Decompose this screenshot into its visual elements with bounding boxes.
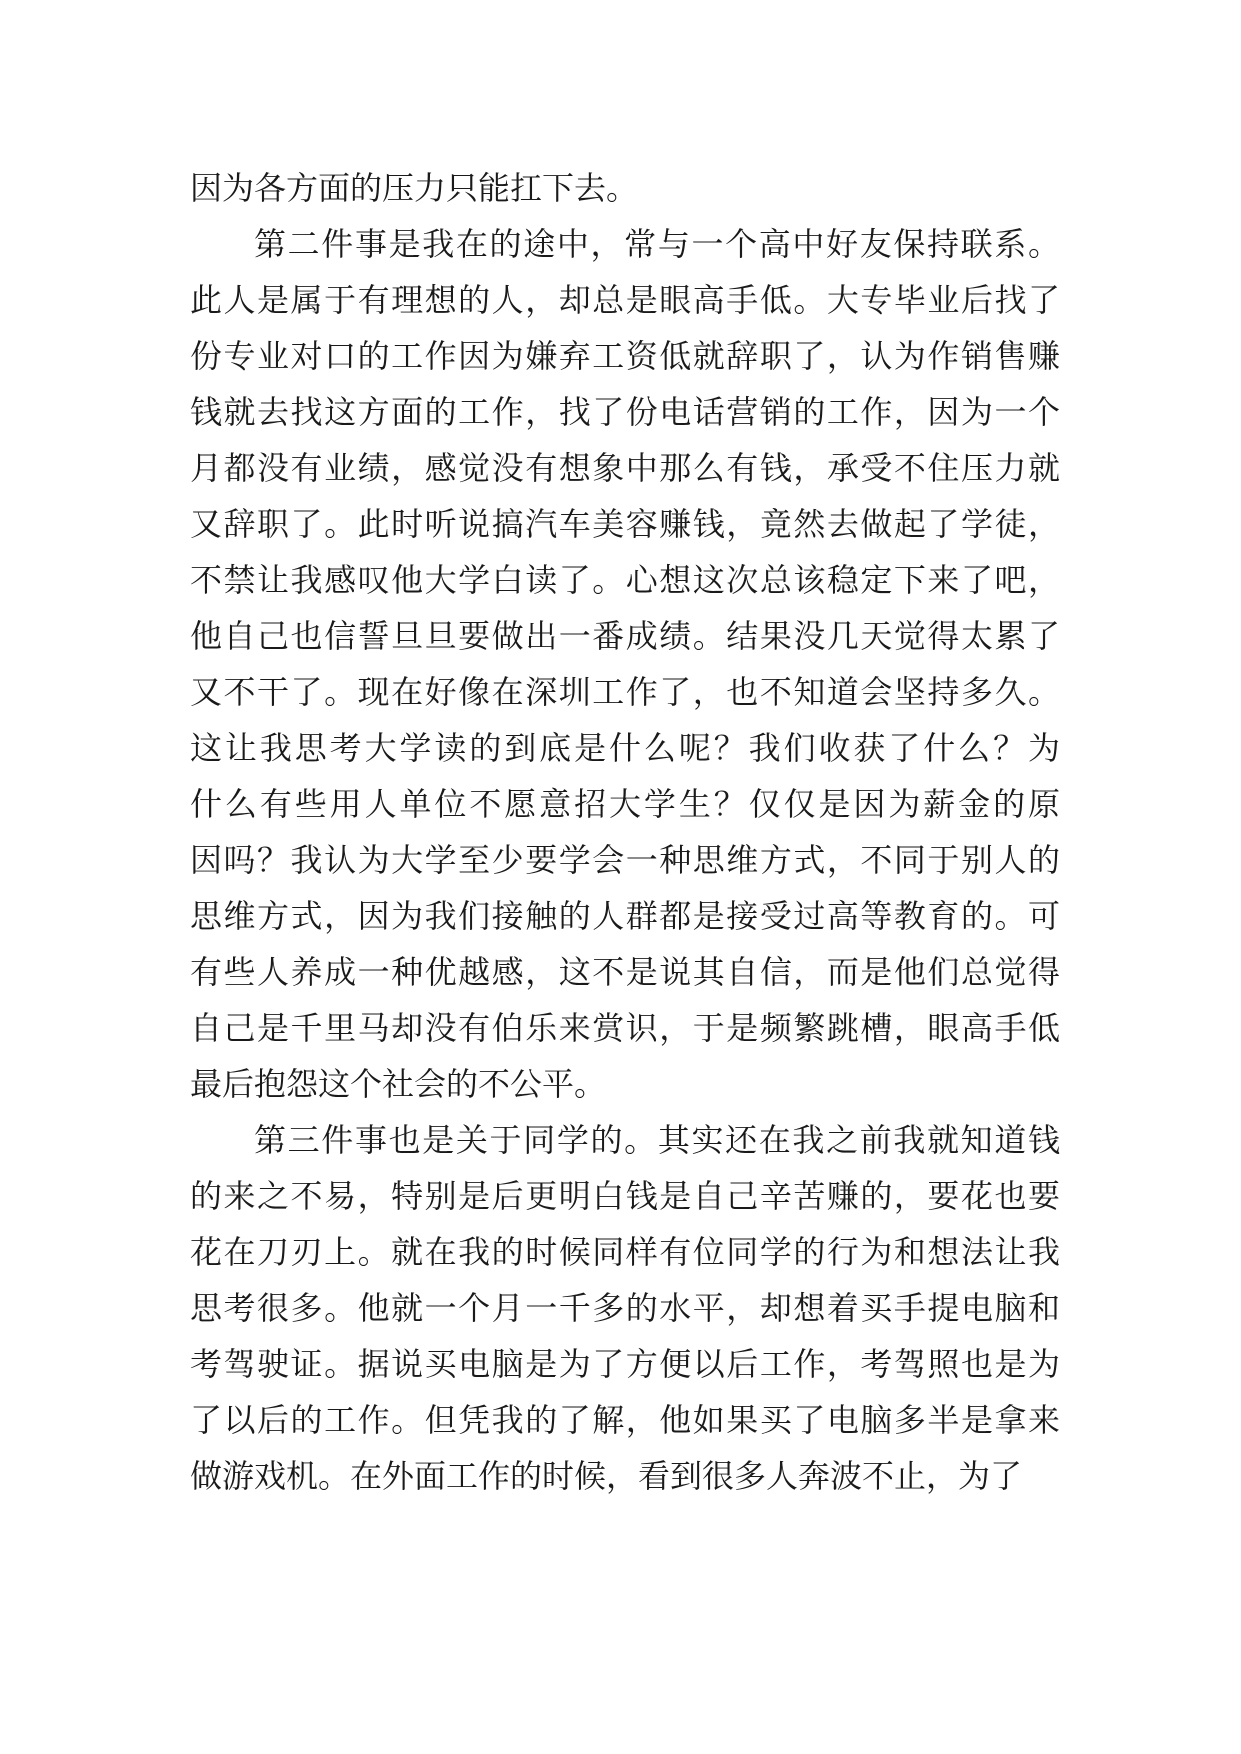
- text-line: 的来之不易，特别是后更明白钱是自己辛苦赚的，要花也要: [190, 1177, 1060, 1215]
- text-line: 了以后的工作。但凭我的了解，他如果买了电脑多半是拿来: [190, 1401, 1060, 1439]
- text-line: 份专业对口的工作因为嫌弃工资低就辞职了，认为作销售赚: [190, 337, 1060, 375]
- text-line: 因为各方面的压力只能扛下去。: [190, 169, 639, 207]
- text-line: 这让我思考大学读的到底是什么呢？我们收获了什么？为: [190, 729, 1060, 767]
- text-line: 思维方式，因为我们接触的人群都是接受过高等教育的。可: [190, 897, 1060, 935]
- text-line: 花在刀刃上。就在我的时候同样有位同学的行为和想法让我: [190, 1233, 1060, 1271]
- text-line: 做游戏机。在外面工作的时候，看到很多人奔波不止，为了: [190, 1457, 1023, 1495]
- text-line: 有些人养成一种优越感，这不是说其自信，而是他们总觉得: [190, 953, 1060, 991]
- text-line: 思考很多。他就一个月一千多的水平，却想着买手提电脑和: [190, 1289, 1060, 1327]
- text-line: 考驾驶证。据说买电脑是为了方便以后工作，考驾照也是为: [190, 1345, 1060, 1383]
- text-line: 什么有些用人单位不愿意招大学生？仅仅是因为薪金的原: [190, 785, 1060, 823]
- text-line: 第二件事是我在的途中，常与一个高中好友保持联系。: [254, 225, 1060, 263]
- text-line: 最后抱怨这个社会的不公平。: [190, 1065, 607, 1103]
- text-line: 自己是千里马却没有伯乐来赏识，于是频繁跳槽，眼高手低: [190, 1009, 1060, 1047]
- text-line: 钱就去找这方面的工作，找了份电话营销的工作，因为一个: [190, 393, 1060, 431]
- text-line: 因吗？我认为大学至少要学会一种思维方式，不同于别人的: [190, 841, 1060, 879]
- text-line: 不禁让我感叹他大学白读了。心想这次总该稳定下来了吧，: [190, 561, 1060, 599]
- text-line: 又不干了。现在好像在深圳工作了，也不知道会坚持多久。: [190, 673, 1060, 711]
- text-line: 第三件事也是关于同学的。其实还在我之前我就知道钱: [254, 1121, 1060, 1159]
- text-line: 此人是属于有理想的人，却总是眼高手低。大专毕业后找了: [190, 281, 1060, 319]
- text-line: 又辞职了。此时听说搞汽车美容赚钱，竟然去做起了学徒，: [190, 505, 1060, 543]
- document-body: [190, 160, 1060, 1504]
- text-line: 他自己也信誓旦旦要做出一番成绩。结果没几天觉得太累了: [190, 617, 1060, 655]
- text-line: 月都没有业绩，感觉没有想象中那么有钱，承受不住压力就: [190, 449, 1060, 487]
